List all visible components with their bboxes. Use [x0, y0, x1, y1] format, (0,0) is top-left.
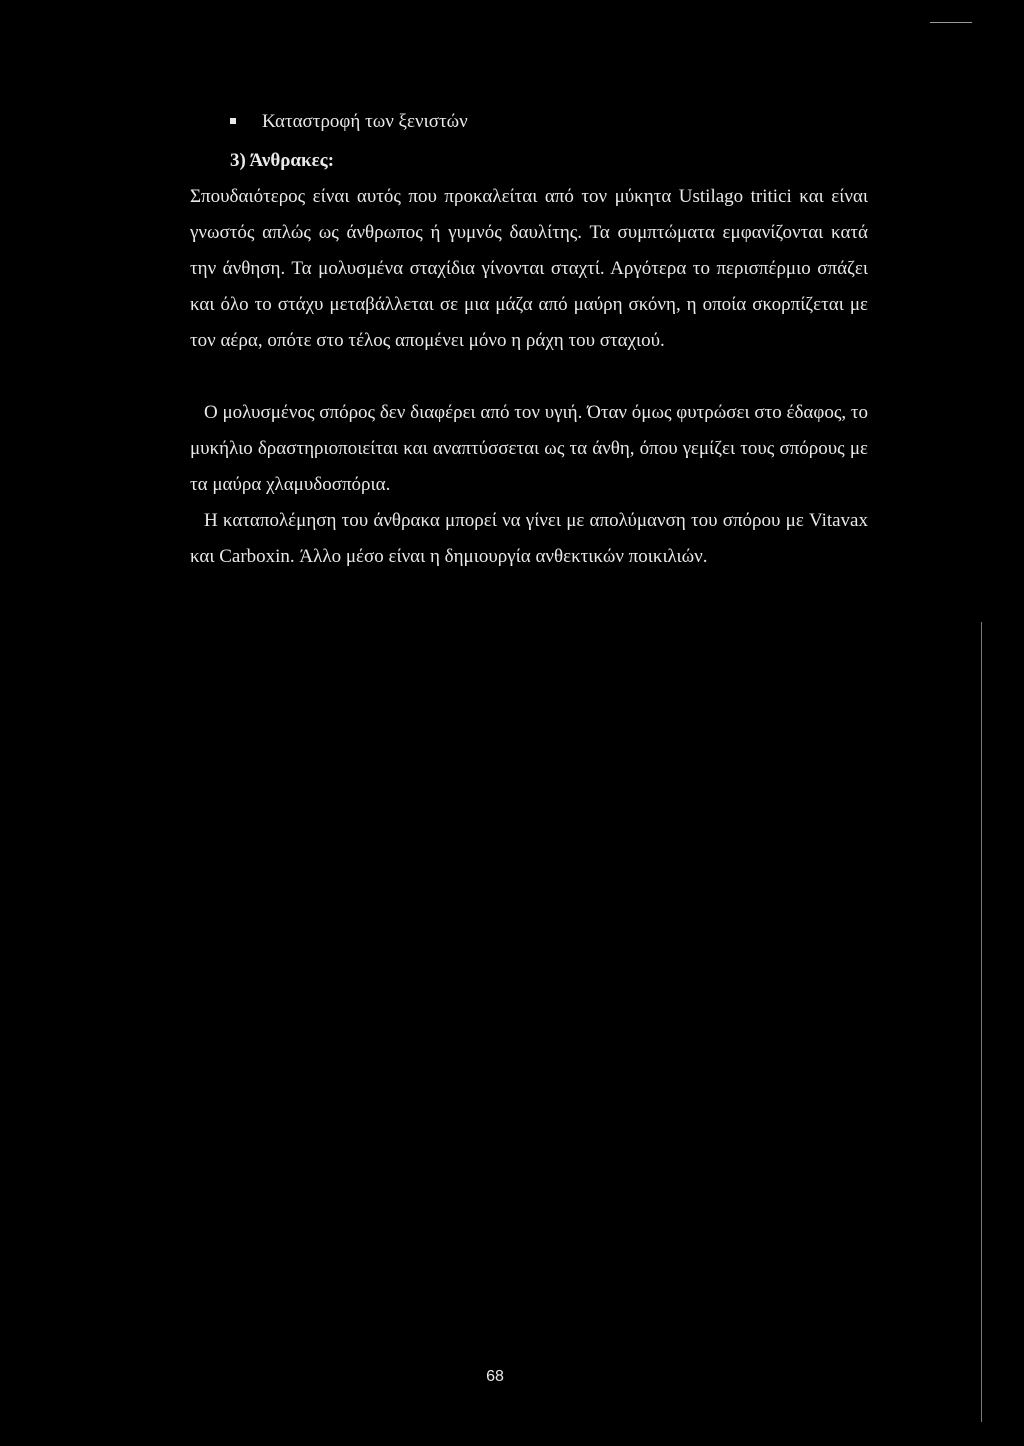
bullet-item: [230, 104, 468, 140]
paragraph-2: Ο μολυσμένος σπόρος δεν διαφέρει από τον υγιή. Όταν όμως φυτρώσει στο έδαφος, το μυκήλιο δραστηριοποιείται και αναπτύσσεται ως τα άνθη, όπου γεμίζει τους σπόρους με τα μαύρα χλαμυδοσπόρια.: [190, 402, 868, 495]
section-heading: 3) Άνθρακες:: [230, 150, 335, 171]
top-rule: [930, 22, 972, 23]
bullet-square-icon: [230, 118, 236, 124]
paragraph-3: Η καταπολέμηση του άνθρακα μπορεί να γίνει με απολύμανση του σπόρου με Vitavax και Carboxin. Άλλο μέσο είναι η δημιουργία ανθεκτικών ποικιλιών.: [190, 510, 868, 567]
right-margin-rule: [981, 622, 982, 1422]
page-number: 68: [486, 1368, 504, 1385]
bullet-text: Καταστροφή των ξενιστών: [262, 111, 468, 132]
paragraph-1: Σπουδαιότερος είναι αυτός που προκαλείται από τον μύκητα Ustilago tritici και είναι γνωστός απλώς ως άνθρωπος ή γυμνός δαυλίτης. Τα συμπτώματα εμφανίζονται κατά την άνθηση. Τα μολυσμένα σταχίδια γίνονται σταχτί. Αργότερα το περισπέρμιο σπάζει και όλο το στάχυ μεταβάλλεται σε μια μάζα από μαύρη σκόνη, η οποία σκορπίζεται με τον αέρα, οπότε στο τέλος απομένει μόνο η ράχη του σταχιού.: [190, 186, 868, 351]
